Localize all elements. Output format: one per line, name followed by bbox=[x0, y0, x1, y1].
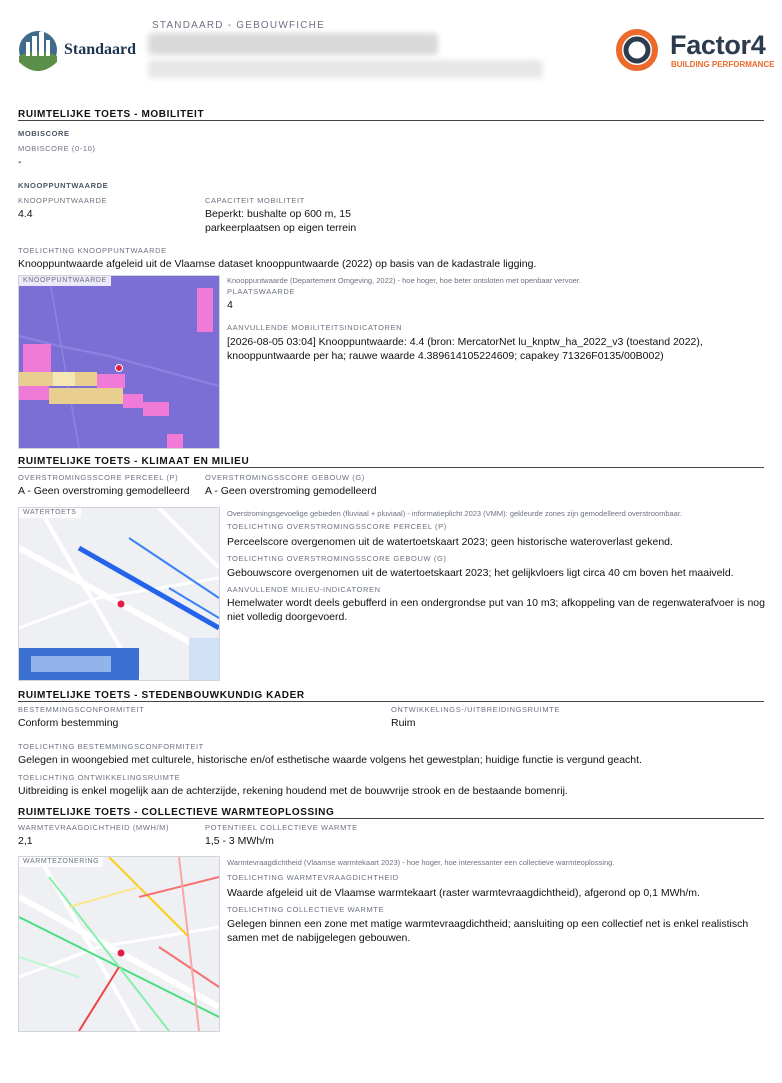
plaatswaarde-value: 4 bbox=[227, 299, 233, 311]
city-crest-icon bbox=[18, 22, 62, 78]
section-warmte-header bbox=[18, 802, 764, 819]
bestemmingsconformiteit-label: BESTEMMINGSCONFORMITEIT bbox=[18, 705, 145, 714]
redacted-title bbox=[148, 33, 438, 55]
potentieel-warmte-value: 1,5 - 3 MWh/m bbox=[205, 835, 274, 847]
knooppunt-map-caption: Knooppuntwaarde (Departement Omgeving, 2022) - hoe hoger, hoe beter ontsloten met openbaar vervoer. bbox=[227, 276, 581, 285]
factor4-tagline: BUILDING PERFORMANCE bbox=[671, 60, 775, 69]
toelichting-gebouw-value: Gebouwscore overgenomen uit de watertoetskaart 2023; het gelijkvloers ligt circa 40 cm boven het maaiveld. bbox=[227, 567, 734, 579]
warmtezonering-map-caption: Warmtevraagdichtheid (Vlaamse warmtekaart 2023) - hoe hoger, hoe interessanter een collectieve warmteoplossing. bbox=[227, 858, 615, 867]
standaard-logo-text: Standaard bbox=[64, 41, 137, 58]
capaciteit-label: CAPACITEIT MOBILITEIT bbox=[205, 196, 305, 205]
toelichting-perceel-value: Perceelscore overgenomen uit de watertoetskaart 2023; geen historische wateroverlast gekend. bbox=[227, 536, 673, 548]
ontwikkelingsruimte-value: Ruim bbox=[391, 717, 416, 729]
map-tag: KNOOPPUNTWAARDE bbox=[19, 276, 111, 286]
section-title: RUIMTELIJKE TOETS - STEDENBOUWKUNDIG KADER bbox=[18, 690, 305, 701]
overstroming-perceel-label: OVERSTROMINGSSCORE PERCEEL (P) bbox=[18, 473, 179, 482]
toelichting-gebouw-label: TOELICHTING OVERSTROMINGSSCORE GEBOUW (G) bbox=[227, 554, 447, 563]
knooppunt-value: 4.4 bbox=[18, 208, 33, 220]
milieu-indicatoren-label: AANVULLENDE MILIEU-INDICATOREN bbox=[227, 585, 381, 594]
bestemmingsconformiteit-value: Conform bestemming bbox=[18, 717, 119, 729]
warmtevraagdichtheid-label: WARMTEVRAAGDICHTHEID (MWH/M) bbox=[18, 823, 170, 832]
toelichting-ontwikkeling-value: Uitbreiding is enkel mogelijk aan de achterzijde, rekening houdend met de bouwvrije strook en de bestaande bomenrij. bbox=[18, 785, 568, 797]
document-kicker: STANDAARD - GEBOUWFICHE bbox=[152, 20, 325, 31]
overstroming-gebouw-value: A - Geen overstroming gemodelleerd bbox=[205, 485, 377, 497]
mobiliteitsindicatoren-label: AANVULLENDE MOBILITEITSINDICATOREN bbox=[227, 323, 403, 332]
watertoets-map-caption: Overstromingsgevoelige gebieden (fluviaal + pluviaal) - informatieplicht 2023 (VMM): gekleurde zones zijn gemodelleerd overstroombaar. bbox=[227, 509, 683, 518]
watertoets-map bbox=[18, 507, 220, 681]
warmtezonering-map bbox=[18, 856, 220, 1032]
mobiscore-label: MOBISCORE (0-10) bbox=[18, 144, 96, 153]
toelichting-conformiteit-label: TOELICHTING BESTEMMINGSCONFORMITEIT bbox=[18, 742, 204, 751]
section-title: RUIMTELIJKE TOETS - COLLECTIEVE WARMTEOPLOSSING bbox=[18, 807, 335, 818]
section-title: RUIMTELIJKE TOETS - MOBILITEIT bbox=[18, 109, 205, 120]
toelichting-perceel-label: TOELICHTING OVERSTROMINGSSCORE PERCEEL (P) bbox=[227, 522, 447, 531]
warmtevraagdichtheid-value: 2,1 bbox=[18, 835, 33, 847]
section-title: RUIMTELIJKE TOETS - KLIMAAT EN MILIEU bbox=[18, 456, 250, 467]
milieu-indicatoren-value: Hemelwater wordt deels gebufferd in een ondergrondse put van 10 m3; afkoppeling van de regenwaterafvoer is nog niet volledig doorgevoerd. bbox=[227, 597, 765, 623]
potentieel-warmte-label: POTENTIEEL COLLECTIEVE WARMTE bbox=[205, 823, 358, 832]
section-klimaat-header bbox=[18, 451, 764, 468]
toelichting-dichtheid-label: TOELICHTING WARMTEVRAAGDICHTHEID bbox=[227, 873, 399, 882]
factor4-ring-icon bbox=[613, 26, 663, 76]
plaatswaarde-label: PLAATSWAARDE bbox=[227, 287, 296, 296]
section-stedenbouw-header bbox=[18, 685, 764, 702]
toelichting-ontwikkeling-label: TOELICHTING ONTWIKKELINGSRUIMTE bbox=[18, 773, 181, 782]
redacted-address bbox=[148, 60, 543, 78]
ontwikkelingsruimte-label: ONTWIKKELINGS-/UITBREIDINGSRUIMTE bbox=[391, 705, 560, 714]
map-tag: WATERTOETS bbox=[19, 508, 81, 518]
map-tag: WARMTEZONERING bbox=[19, 857, 103, 867]
standaard-logo bbox=[18, 22, 138, 78]
page-header bbox=[0, 0, 782, 92]
mobiscore-heading: MOBISCORE bbox=[18, 129, 70, 138]
overstroming-perceel-value: A - Geen overstroming gemodelleerd bbox=[18, 485, 190, 497]
capaciteit-value: Beperkt: bushalte op 600 m, 15 parkeerplaatsen op eigen terrein bbox=[205, 208, 357, 234]
toelichting-conformiteit-value: Gelegen in woongebied met culturele, historische en/of esthetische waarde volgens het gewestplan; huidige functie is vergund geacht. bbox=[18, 754, 642, 766]
toelichting-dichtheid-value: Waarde afgeleid uit de Vlaamse warmtekaart (raster warmtevraagdichtheid), afgerond op 0,1 MWh/m. bbox=[227, 887, 700, 899]
knooppunt-map bbox=[18, 275, 220, 449]
factor4-logo bbox=[613, 26, 775, 76]
toelichting-knooppunt-value: Knooppuntwaarde afgeleid uit de Vlaamse dataset knooppuntwaarde (2022) op basis van de kadastrale ligging. bbox=[18, 258, 537, 270]
mobiliteitsindicatoren-value: [2026-08-05 03:04] Knooppuntwaarde: 4.4 (bron: MercatorNet lu_knptw_ha_2022_v3 (toestand 2022), knooppuntwaarde per ha; rauwe waarde 4.389614105224609; capakey 71326F0135/00B002) bbox=[227, 336, 703, 362]
toelichting-collectief-label: TOELICHTING COLLECTIEVE WARMTE bbox=[227, 905, 385, 914]
mobiscore-value: - bbox=[18, 156, 22, 168]
knooppunt-heading: KNOOPPUNTWAARDE bbox=[18, 181, 109, 190]
overstroming-gebouw-label: OVERSTROMINGSSCORE GEBOUW (G) bbox=[205, 473, 365, 482]
knooppunt-label: KNOOPPUNTWAARDE bbox=[18, 196, 108, 205]
factor4-wordmark: Factor4 bbox=[670, 30, 766, 60]
section-mobiliteit-header bbox=[18, 104, 764, 121]
toelichting-knooppunt-label: TOELICHTING KNOOPPUNTWAARDE bbox=[18, 246, 167, 255]
toelichting-collectief-value: Gelegen binnen een zone met matige warmtevraagdichtheid; aansluiting op een collectief net is enkel realistisch samen met de nabijgelegen gebouwen. bbox=[227, 918, 749, 944]
